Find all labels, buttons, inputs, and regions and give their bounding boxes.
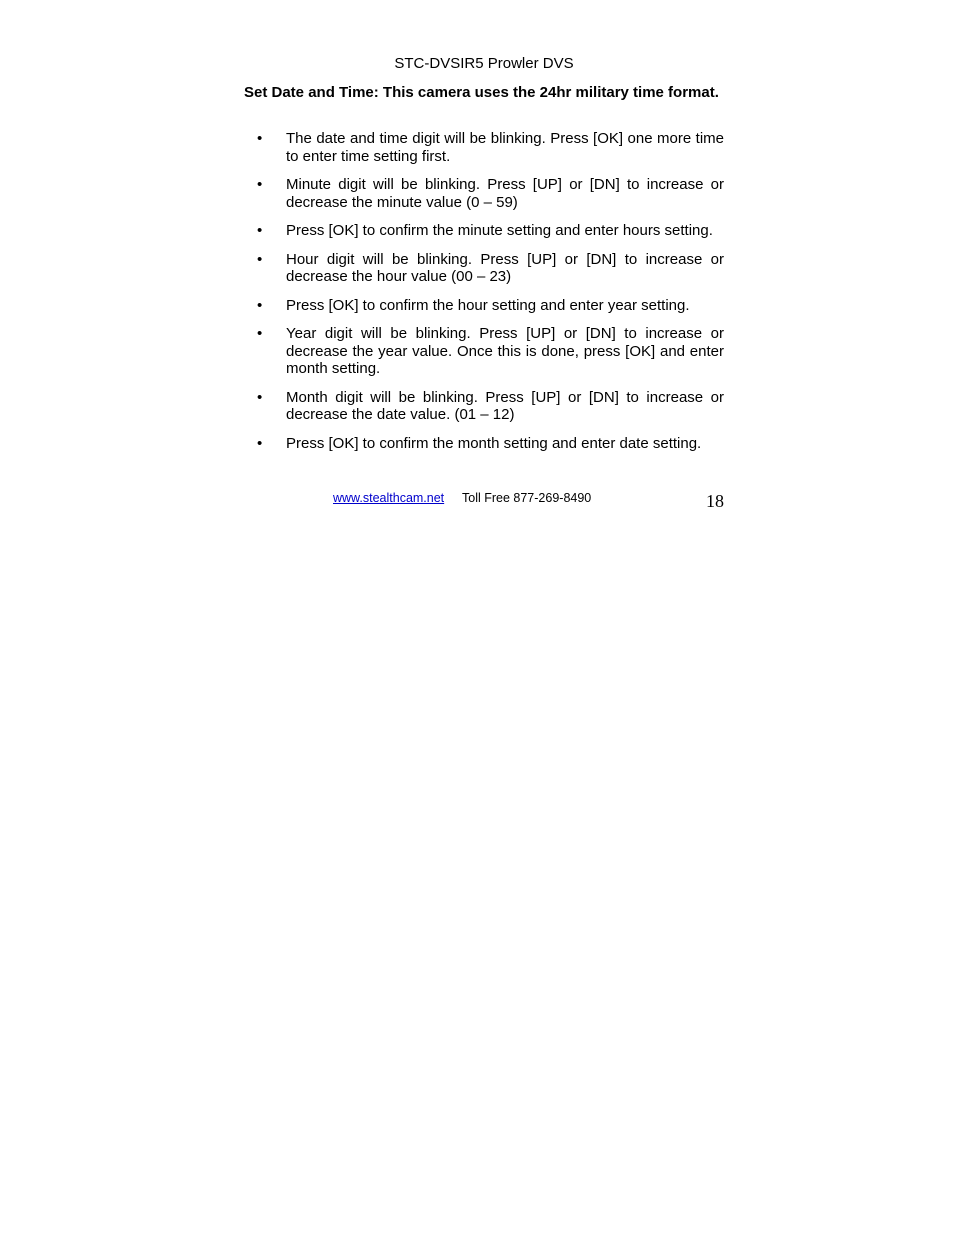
instruction-text: Hour digit will be blinking. Press [UP] or [DN] to increase or decrease the hour value (00 – 23) bbox=[286, 250, 724, 285]
bullet-icon: • bbox=[257, 250, 263, 268]
page-number: 18 bbox=[706, 491, 724, 511]
instruction-text: The date and time digit will be blinking. Press [OK] one more time to enter time setting first. bbox=[286, 130, 724, 165]
page-footer bbox=[244, 490, 724, 514]
bullet-icon: • bbox=[257, 130, 263, 147]
instruction-item bbox=[244, 176, 724, 211]
bullet-icon: • bbox=[257, 296, 263, 314]
bullet-icon: • bbox=[257, 176, 263, 193]
bullet-icon: • bbox=[257, 222, 263, 239]
instruction-text: Year digit will be blinking. Press [UP] or [DN] to increase or decrease the year value. Once this is done, press [OK] and enter month setting. bbox=[286, 325, 724, 377]
instruction-text: Press [OK] to confirm the month setting and enter date setting. bbox=[286, 434, 702, 452]
instruction-text: Press [OK] to confirm the minute setting and enter hours setting. bbox=[286, 222, 713, 239]
page-header: STC-DVSIR5 Prowler DVS bbox=[394, 55, 574, 72]
website-link[interactable]: www.stealthcam.net bbox=[333, 491, 445, 505]
instruction-text: Minute digit will be blinking. Press [UP] or [DN] to increase or decrease the minute value (0 – 59) bbox=[286, 176, 724, 211]
instruction-item bbox=[244, 222, 724, 240]
section-heading: Set Date and Time: This camera uses the 24hr military time format. bbox=[244, 84, 719, 101]
instruction-item bbox=[244, 297, 724, 315]
instruction-list bbox=[244, 130, 724, 463]
bullet-icon: • bbox=[257, 434, 263, 452]
bullet-icon: • bbox=[257, 388, 263, 406]
toll-free-phone: Toll Free 877-269-8490 bbox=[462, 491, 592, 505]
instruction-text: Month digit will be blinking. Press [UP] or [DN] to increase or decrease the date value. (01 – 12) bbox=[286, 388, 724, 423]
instruction-item bbox=[244, 130, 724, 165]
instruction-text: Press [OK] to confirm the hour setting and enter year setting. bbox=[286, 296, 690, 314]
bullet-icon: • bbox=[257, 325, 263, 342]
instruction-item bbox=[244, 435, 724, 453]
instruction-item bbox=[244, 325, 724, 378]
instruction-item bbox=[244, 251, 724, 286]
instruction-item bbox=[244, 389, 724, 424]
